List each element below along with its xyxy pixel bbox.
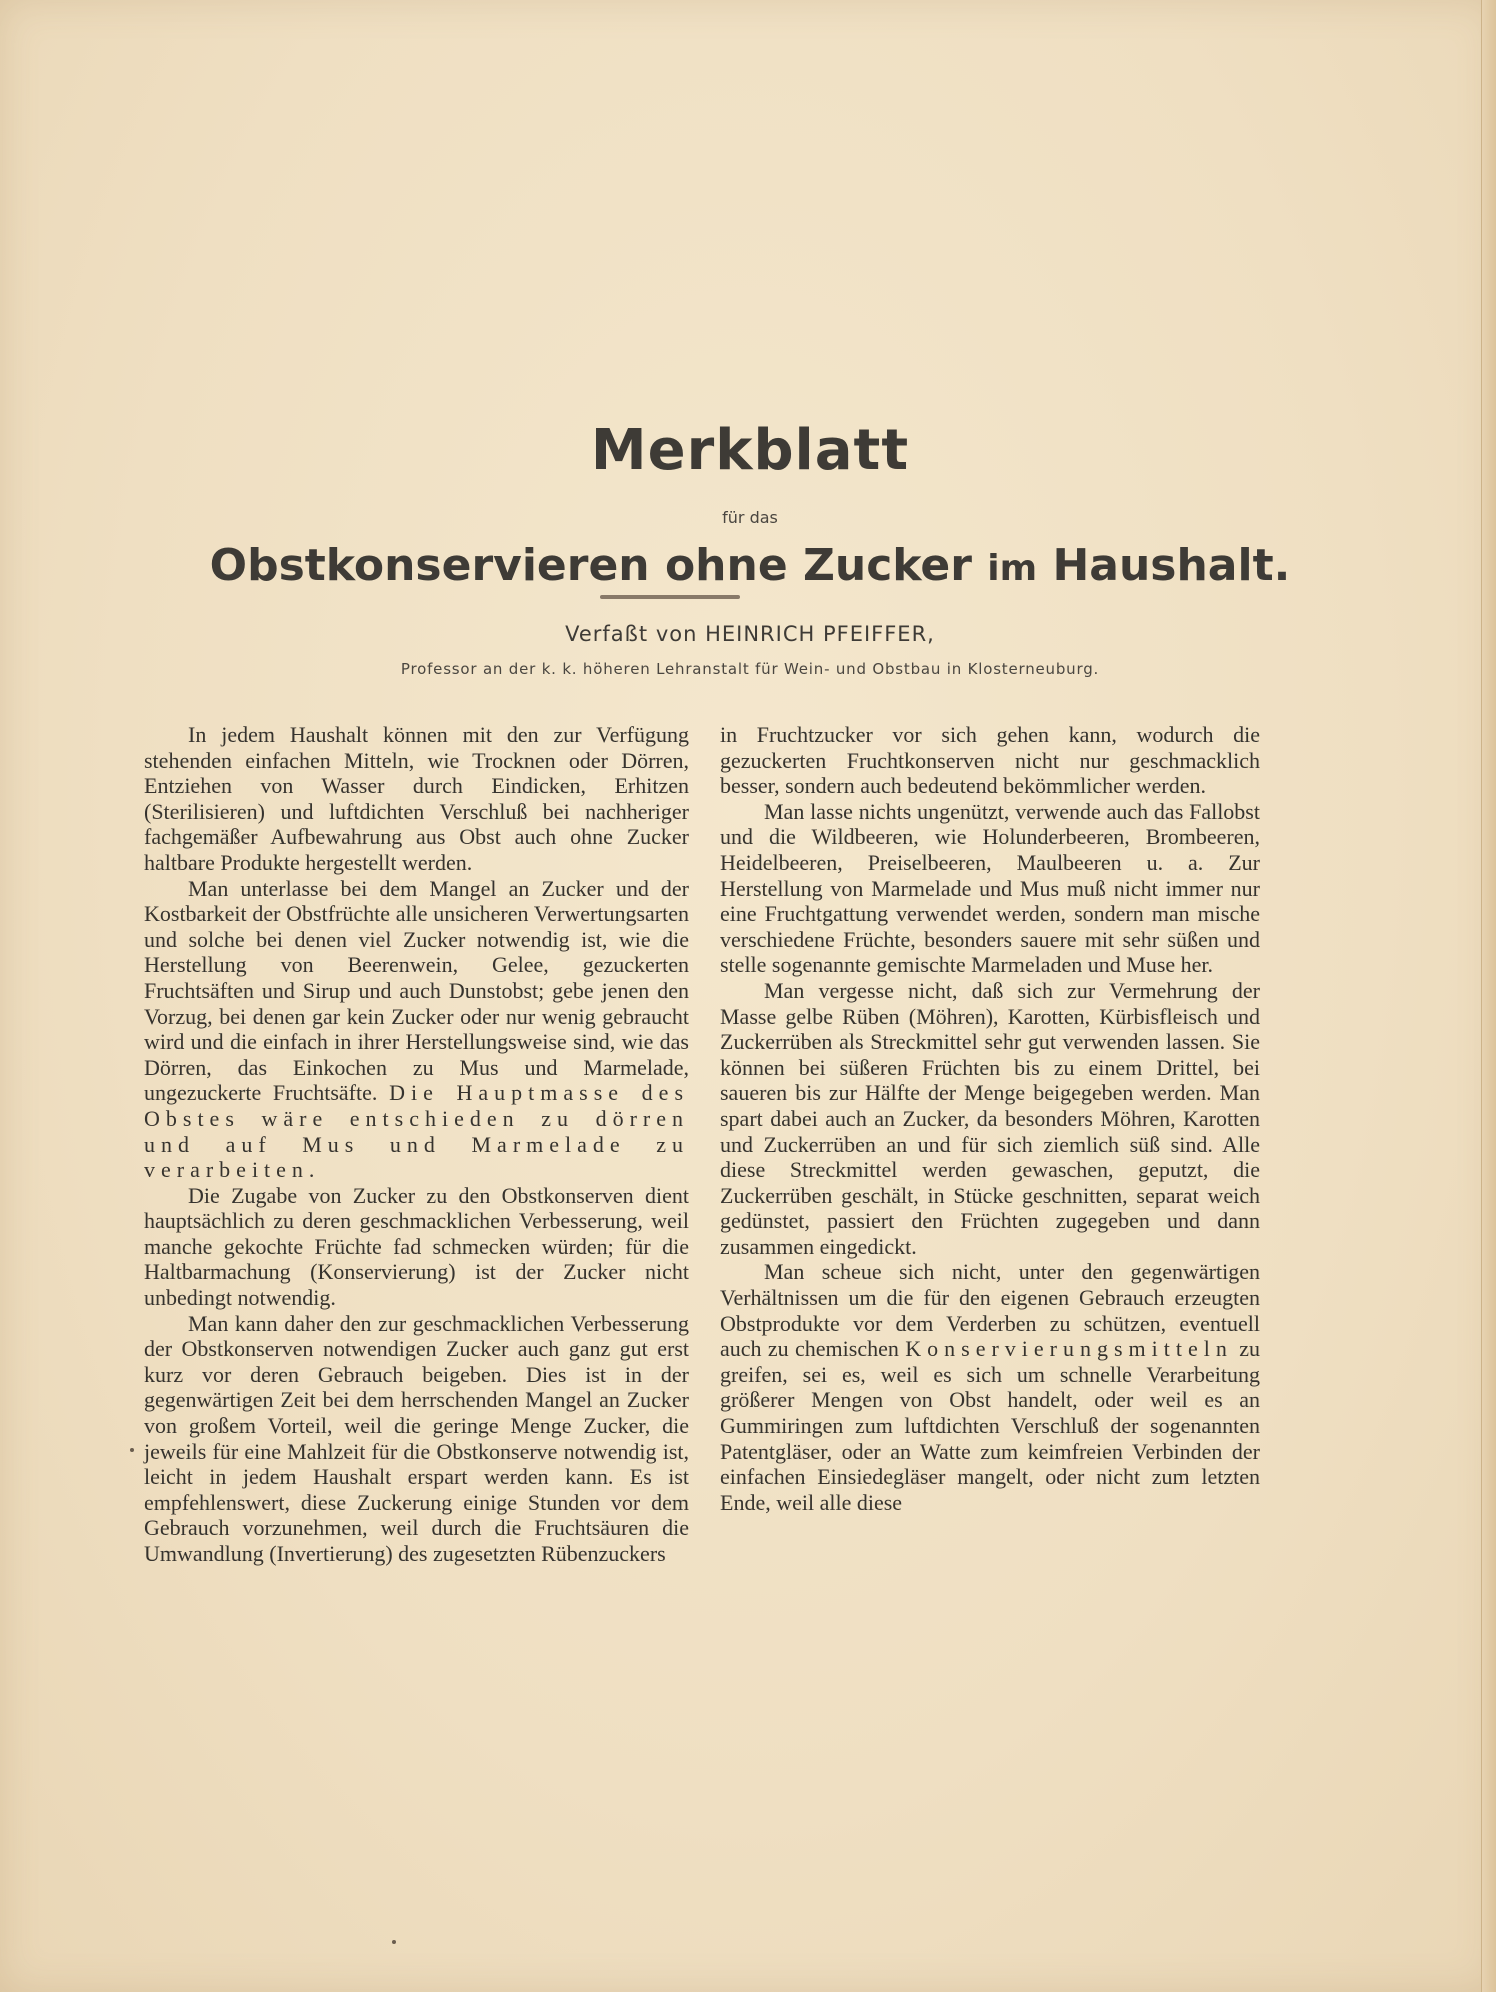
paragraph: In jedem Haushalt können mit den zur Verfügung stehenden einfachen Mitteln, wie Trocknen oder Dörren, Entziehen von Wasser durch Eindicken, Erhitzen (Sterilisieren) und luftdichten Verschluß bei nachheriger fachgemäßer Aufbewahrung aus Obst auch ohne Zucker haltbare Produkte hergestellt werden. [144,722,689,875]
left-column [144,722,689,1567]
document-subtitle [0,540,1500,591]
intro-line: für das [722,508,778,527]
paragraph: in Fruchtzucker vor sich gehen kann, wodurch die gezuckerten Fruchtkonserven nicht nur geschmacklich besser, sondern auch bedeutend bekömmlicher werden. [720,722,1260,799]
right-column [720,722,1260,1515]
paragraph: Man vergesse nicht, daß sich zur Vermehrung der Masse gelbe Rüben (Möhren), Karotten, Kürbisfleisch und Zuckerrüben als Streckmittel sehr gut verwenden lassen. Sie können bei süßeren Früchten bis zu einem Drittel, bei saueren bis zur Hälfte der Menge beigegeben werden. Man spart dabei auch an Zucker, da besonders Möhren, Karotten und Zuckerrüben an und für sich ziemlich süß sind. Alle diese Streckmittel werden gewaschen, geputzt, die Zuckerrüben geschält, in Stücke geschnitten, separat weich gedünstet, passiert den Früchten zugegeben und dann zusammen eingedickt. [720,977,1260,1259]
subtitle-part2: im [987,548,1038,589]
subtitle-part1: Obstkonservieren ohne Zucker [209,540,972,591]
ink-speck [130,1448,134,1452]
author-line: Verfaßt von HEINRICH PFEIFFER, [565,622,935,646]
emphasized-text: Konservierungsmitteln [905,1336,1233,1362]
document-title: Merkblatt [590,418,910,483]
paragraph: Die Zugabe von Zucker zu den Obstkonserven dient hauptsächlich zu deren geschmacklichen Verbesserung, weil manche gekochte Früchte fad schmecken würden; für die Haltbarmachung (Konservierung) ist der Zucker nicht unbedingt notwendig. [144,1182,689,1311]
paper-edge [1481,0,1496,1992]
paragraph-text: Man scheue sich nicht, unter den gegenwärtigen Verhältnissen um die für den eigenen Gebrauch erzeugten Obstprodukte vor dem Verderben zu schützen, eventuell auch zu chemischen [720,1259,1260,1362]
affiliation-line: Professor an der k. k. höheren Lehranstalt für Wein- und Obstbau in Klosterneuburg. [400,660,1100,678]
paragraph-text: zu greifen, sei es, weil es sich um schnelle Verarbeitung größerer Mengen von Obst handelt, oder weil es an Gummiringen zum luftdichten Verschluß der sogenannten Patentgläser, oder an Watte zum keimfreien Verbinden der einfachen Einsiedegläser mangelt, oder nicht zum letzten Ende, weil alle diese [720,1336,1261,1515]
subtitle-part3: Haushalt. [1052,540,1291,591]
paragraph: Man lasse nichts ungenützt, verwende auch das Fallobst und die Wildbeeren, wie Holunderbeeren, Brombeeren, Heidelbeeren, Preiselbeeren, Maulbeeren u. a. Zur Herstellung von Marmelade und Mus muß nicht immer nur eine Fruchtgattung verwendet werden, sondern man mische verschiedene Früchte, besonders sauere mit sehr süßen und stelle sogenannte gemischte Marmeladen und Muse her. [720,798,1260,978]
paragraph [144,876,689,1183]
paragraph [720,1259,1260,1515]
paragraph-text: Man unterlasse bei dem Mangel an Zucker und der Kostbarkeit der Obstfrüchte alle unsicheren Verwertungsarten und solche bei denen viel Zucker notwendig ist, wie die Herstellung von Beerenwein, Gelee, gezuckerten Fruchtsäften und Sirup und auch Dunstobst; gebe jenen den Vorzug, bei denen gar kein Zucker oder nur wenig gebraucht wird und die einfach in ihrer Herstellungsweise sind, wie das Dörren, das Einkochen zu Mus und Marmelade, ungezuckerte Fruchtsäfte. [144,875,689,1106]
paragraph: Man kann daher den zur geschmacklichen Verbesserung der Obstkonserven notwendigen Zucker auch ganz gut erst kurz vor deren Gebrauch beigeben. Dies ist in der gegenwärtigen Zeit bei dem herrschenden Mangel an Zucker von großem Vorteil, weil die geringe Menge Zucker, die jeweils für eine Mahlzeit für die Obstkonserve notwendig ist, leicht in jedem Haushalt erspart werden kann. Es ist empfehlenswert, diese Zuckerung einige Stunden vor dem Gebrauch vorzunehmen, weil durch die Fruchtsäuren die Umwandlung (Invertierung) des zugesetzten Rübenzuckers [144,1310,689,1566]
emphasized-text: Die Hauptmasse des Obstes wäre entschieden zu dörren und auf Mus und Marmelade zu verarbeiten. [144,1080,690,1183]
ink-speck [392,1940,396,1944]
ink-underline-mark [600,595,740,599]
